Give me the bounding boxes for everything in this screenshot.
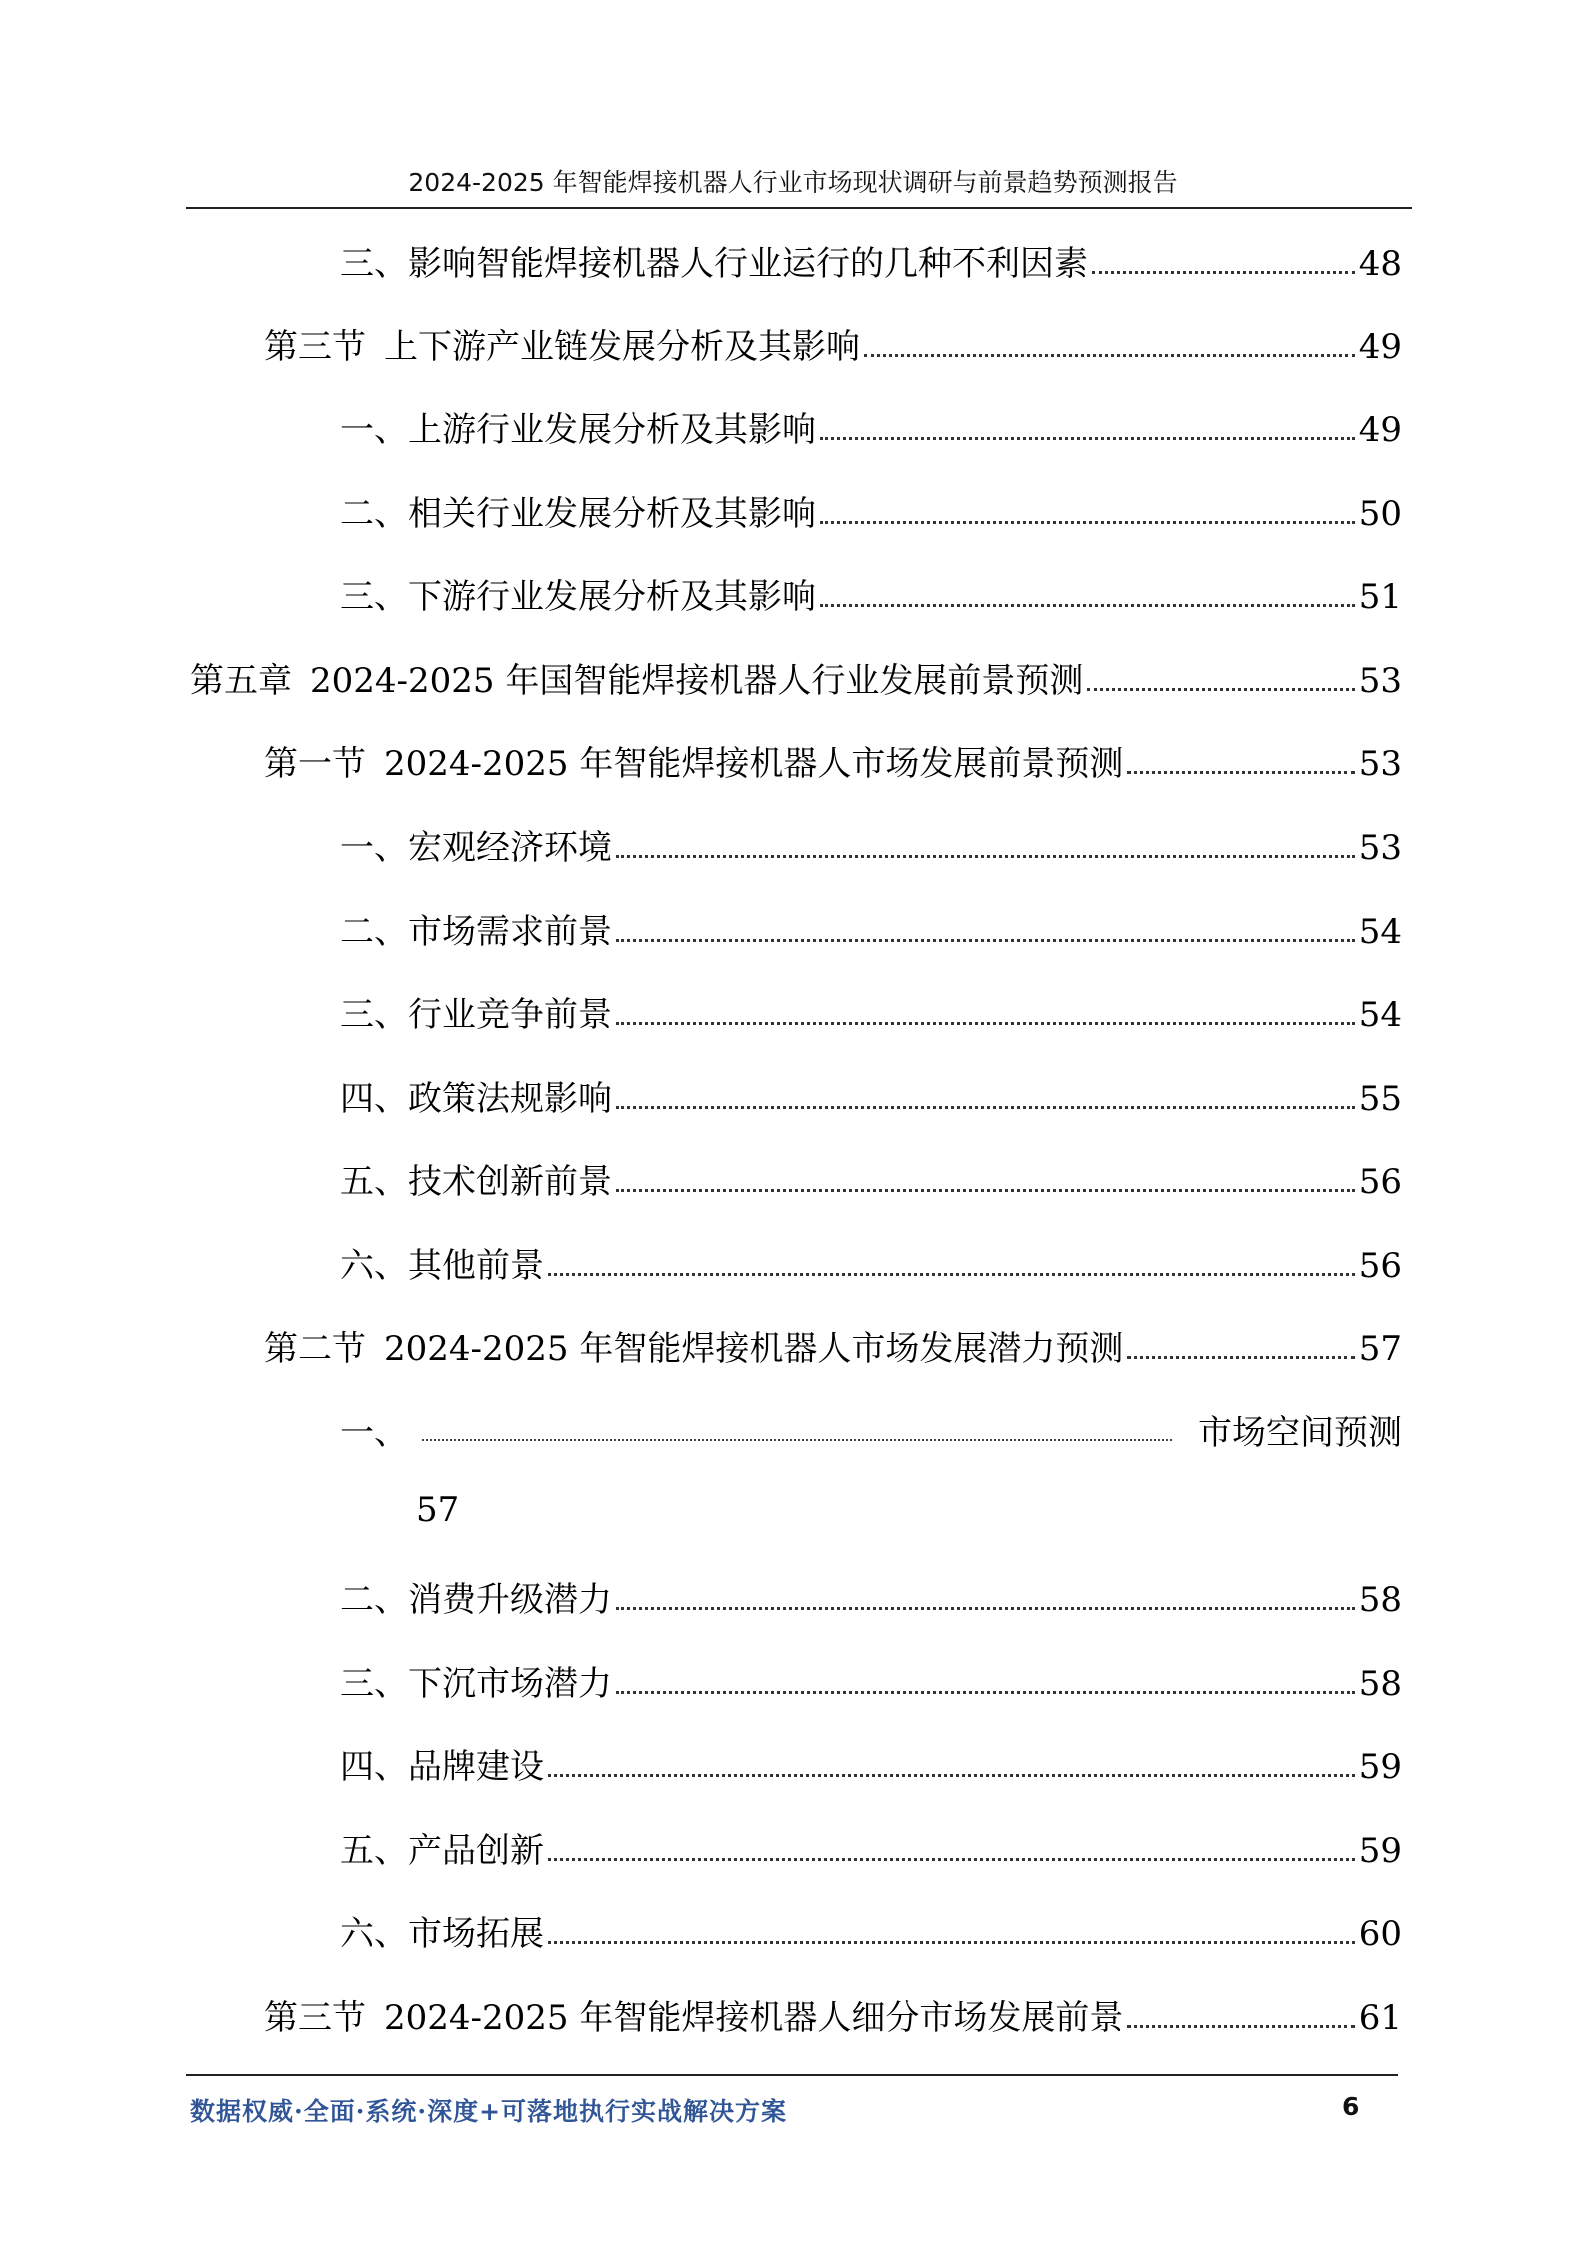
toc-leader-dots — [820, 437, 1355, 440]
toc-entry[interactable] — [340, 1896, 1402, 1956]
toc-leader-dots — [1127, 771, 1354, 774]
toc-entry-title: 2024-2025 年智能焊接机器人市场发展前景预测 — [384, 744, 1124, 784]
toc-leader-dots — [616, 939, 1355, 942]
header-title: 2024-2025 年智能焊接机器人行业市场现状调研与前景趋势预测报告 — [408, 168, 1178, 197]
toc-leader-dots — [616, 855, 1355, 858]
toc-leader-dots — [548, 1858, 1355, 1861]
toc-entry-title: 市场空间预测 — [1198, 1413, 1402, 1453]
toc-entry-label: 六、其他前景 — [340, 1246, 544, 1286]
footer-divider — [186, 2074, 1398, 2076]
toc-entry[interactable] — [264, 309, 1402, 369]
toc-entry[interactable] — [340, 1646, 1402, 1706]
toc-entry[interactable] — [340, 1228, 1402, 1288]
toc-entry-label: 第五章 — [190, 661, 292, 701]
footer-slogan: 数据权威·全面·系统·深度+可落地执行实战解决方案 — [190, 2097, 788, 2126]
toc-entry-label: 一、 — [340, 1413, 408, 1453]
toc-entry-page: 51 — [1358, 577, 1402, 617]
toc-entry-page: 53 — [1358, 661, 1402, 701]
toc-entry[interactable] — [340, 810, 1402, 870]
toc-entry-label: 四、政策法规影响 — [340, 1079, 612, 1119]
toc-entry-page: 53 — [1358, 744, 1402, 784]
toc-entry-label: 三、行业竞争前景 — [340, 995, 612, 1035]
toc-leader-dots — [422, 1439, 1172, 1441]
toc-entry-title: 2024-2025 年智能焊接机器人市场发展潜力预测 — [384, 1329, 1124, 1369]
toc-entry-page: 61 — [1358, 1998, 1402, 2038]
toc-entry[interactable] — [340, 977, 1402, 1037]
toc-leader-dots — [820, 604, 1355, 607]
toc-entry[interactable] — [340, 1562, 1402, 1622]
toc-entry[interactable] — [340, 1061, 1402, 1121]
toc-entry[interactable] — [340, 1144, 1402, 1204]
toc-entry[interactable] — [340, 1813, 1402, 1873]
toc-entry-page: 59 — [1358, 1747, 1402, 1787]
toc-leader-dots — [548, 1941, 1355, 1944]
toc-entry-page: 55 — [1358, 1079, 1402, 1119]
header-divider — [186, 207, 1412, 209]
toc-leader-dots — [548, 1774, 1355, 1777]
toc-leader-dots — [616, 1607, 1355, 1610]
toc-entry-page: 60 — [1358, 1914, 1402, 1954]
toc-entry-page: 49 — [1358, 410, 1402, 450]
toc-entry-page: 49 — [1358, 327, 1402, 367]
toc-entry[interactable] — [340, 392, 1402, 452]
toc-entry[interactable] — [340, 476, 1402, 536]
toc-entry-label: 第三节 — [264, 327, 366, 367]
toc-entry[interactable] — [264, 1980, 1402, 2040]
toc-leader-dots — [1087, 688, 1354, 691]
toc-entry-page: 56 — [1358, 1246, 1402, 1286]
toc-leader-dots — [1127, 1356, 1354, 1359]
toc-entry[interactable] — [340, 1729, 1402, 1789]
toc-entry-page: 58 — [1358, 1664, 1402, 1704]
toc-entry-page: 54 — [1358, 912, 1402, 952]
toc-entry-title: 上下游产业链发展分析及其影响 — [384, 327, 860, 367]
toc-leader-dots — [616, 1691, 1355, 1694]
toc-leader-dots — [820, 521, 1355, 524]
toc-entry[interactable] — [340, 894, 1402, 954]
toc-entry-page: 53 — [1358, 828, 1402, 868]
page-number: 6 — [1342, 2092, 1360, 2121]
toc-entry-label: 三、下游行业发展分析及其影响 — [340, 577, 816, 617]
toc-entry-label: 六、市场拓展 — [340, 1914, 544, 1954]
toc-entry-label: 二、市场需求前景 — [340, 912, 612, 952]
toc-leader-dots — [864, 354, 1355, 357]
toc-entry-label: 一、宏观经济环境 — [340, 828, 612, 868]
toc-entry-label: 二、消费升级潜力 — [340, 1580, 612, 1620]
toc-entry-page: 58 — [1358, 1580, 1402, 1620]
toc-leader-dots — [616, 1022, 1355, 1025]
toc-entry-page: 59 — [1358, 1831, 1402, 1871]
toc-entry-page: 56 — [1358, 1162, 1402, 1202]
toc-entry[interactable] — [264, 1311, 1402, 1371]
toc-entry-page: 54 — [1358, 995, 1402, 1035]
toc-entry-label: 第一节 — [264, 744, 366, 784]
toc-entry-label: 三、影响智能焊接机器人行业运行的几种不利因素 — [340, 244, 1088, 284]
toc-leader-dots — [548, 1273, 1355, 1276]
toc-entry-label: 第三节 — [264, 1998, 366, 2038]
toc-leader-dots — [616, 1106, 1355, 1109]
toc-entry[interactable] — [190, 643, 1402, 703]
toc-entry[interactable] — [340, 226, 1402, 286]
toc-entry-page: 57 — [416, 1490, 460, 1530]
toc-entry-label: 第二节 — [264, 1329, 366, 1369]
toc-entry-title: 2024-2025 年国智能焊接机器人行业发展前景预测 — [310, 661, 1084, 701]
toc-entry-label: 三、下沉市场潜力 — [340, 1664, 612, 1704]
toc-leader-dots — [616, 1189, 1355, 1192]
toc-entry-label: 二、相关行业发展分析及其影响 — [340, 494, 816, 534]
toc-entry-page: 57 — [1358, 1329, 1402, 1369]
toc-leader-dots — [1127, 2025, 1354, 2028]
toc-entry-page: 48 — [1358, 244, 1402, 284]
toc-entry-label: 五、产品创新 — [340, 1831, 544, 1871]
toc-entry-title: 2024-2025 年智能焊接机器人细分市场发展前景 — [384, 1998, 1124, 2038]
toc-entry-label: 四、品牌建设 — [340, 1747, 544, 1787]
toc-leader-dots — [1092, 271, 1355, 274]
toc-entry[interactable] — [264, 726, 1402, 786]
toc-entry-label: 一、上游行业发展分析及其影响 — [340, 410, 816, 450]
toc-entry-label: 五、技术创新前景 — [340, 1162, 612, 1202]
toc-entry[interactable] — [340, 1395, 1402, 1455]
toc-entry-page: 50 — [1358, 494, 1402, 534]
toc-entry[interactable] — [340, 559, 1402, 619]
